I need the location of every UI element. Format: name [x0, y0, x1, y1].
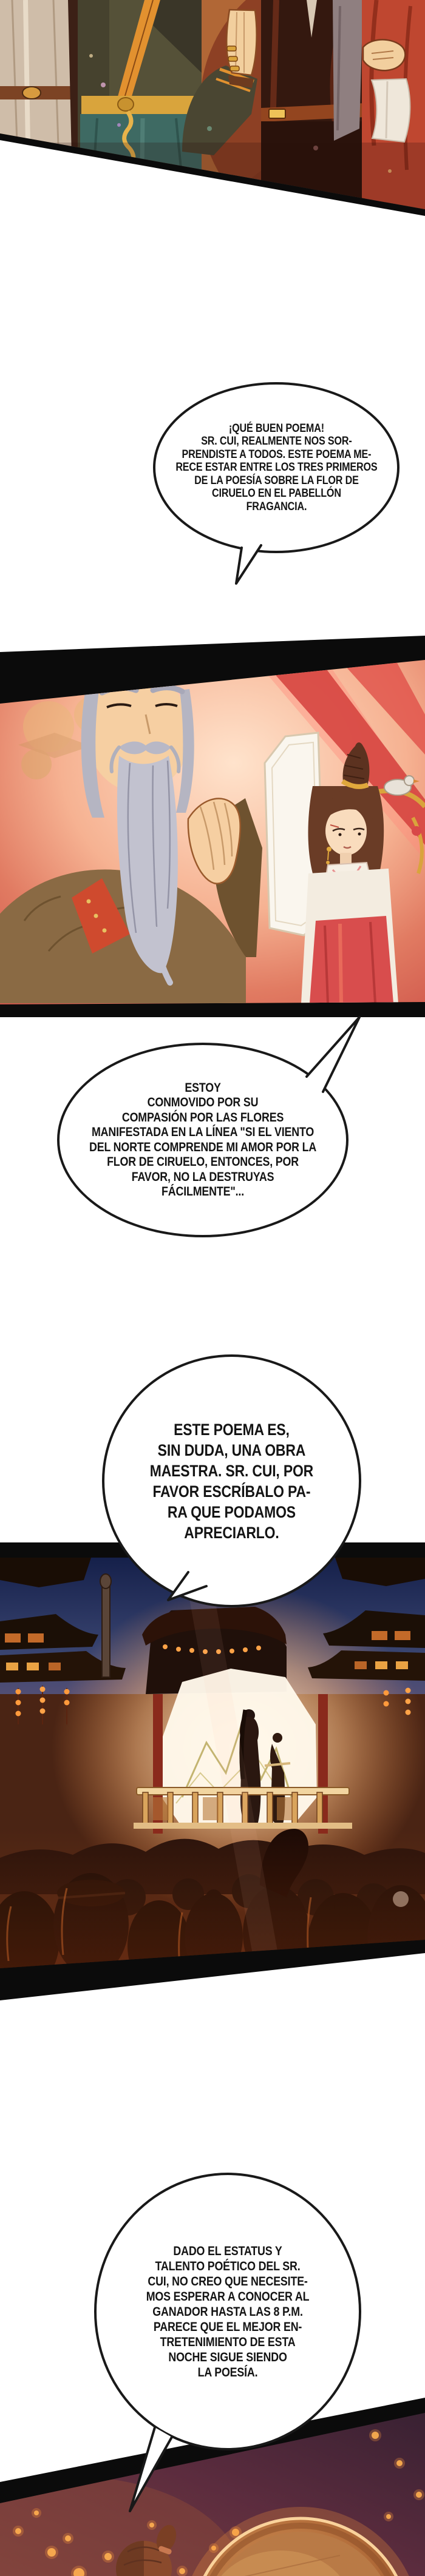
bubble-line: DADO EL ESTATUS Y: [173, 2244, 282, 2258]
speech-bubble-1-text: [175, 422, 377, 514]
speech-bubble-3-text: [150, 1419, 313, 1543]
bubble-line: PARECE QUE EL MEJOR EN-: [153, 2319, 302, 2334]
speech-bubble-4: [94, 2173, 361, 2450]
bubble-line: MOS ESPERAR A CONOCER AL: [146, 2289, 310, 2304]
bubble-line: CIRUELO EN EL PABELLÓN: [211, 487, 341, 500]
bubble-line: COMPASIÓN POR LAS FLORES: [121, 1110, 284, 1125]
bubble-line: TALENTO POÉTICO DEL SR.: [155, 2259, 301, 2273]
speech-bubble-3: [102, 1354, 361, 1607]
bubble-line: TRETENIMIENTO DE ESTA: [160, 2335, 296, 2349]
bubble-line: FÁCILMENTE"...: [161, 1185, 244, 1199]
bubble-line: SIN DUDA, UNA OBRA: [157, 1441, 306, 1459]
bubble-line: MAESTRA. SR. CUI, POR: [149, 1461, 314, 1480]
bubble-line: PRENDISTE A TODOS. ESTE POEMA ME-: [182, 448, 371, 461]
bubble-line: MANIFESTADA EN LA LÍNEA "SI EL VIENTO: [91, 1125, 314, 1139]
speech-bubble-4-text: [146, 2244, 310, 2380]
bubble-line: DE LA POESÍA SOBRE LA FLOR DE: [194, 474, 359, 487]
bubble-line: SR. CUI, REALMENTE NOS SOR-: [200, 435, 352, 448]
speech-bubble-1: [153, 382, 399, 553]
bubble-line: FRAGANCIA.: [246, 500, 307, 513]
panel-scholars-art: [0, 0, 425, 216]
lamp-post: [100, 1574, 111, 1677]
bubble-line: GANADOR HASTA LAS 8 P.M.: [152, 2304, 303, 2319]
bubble-line: CONMOVIDO POR SU: [147, 1095, 259, 1109]
bubble-line: DEL NORTE COMPRENDE MI AMOR POR LA: [89, 1140, 317, 1154]
speech-bubble-2-text: [89, 1081, 316, 1200]
bubble-line: RECE ESTAR ENTRE LOS TRES PRIMEROS: [175, 461, 378, 474]
panel-festival: [0, 1542, 425, 2000]
bubble-line: FAVOR, NO LA DESTRUYAS: [131, 1169, 274, 1184]
panel-elder-art: [0, 549, 425, 1018]
bubble-line: RA QUE PODAMOS: [167, 1502, 296, 1521]
panel-scholars: [0, 0, 425, 216]
bubble-line: ESTOY: [185, 1080, 221, 1095]
speech-bubble-2: [57, 1043, 348, 1237]
bubble-line: ESTE POEMA ES,: [174, 1420, 290, 1439]
bubble-line: FLOR DE CIRUELO, ENTONCES, POR: [107, 1155, 299, 1169]
scholar-beige: [0, 0, 83, 158]
bubble-line: NOCHE SIGUE SIENDO: [168, 2350, 287, 2364]
panel-festival-art: [0, 1558, 425, 2000]
panel-elder: [0, 533, 425, 1018]
scholar-olive: [78, 0, 257, 216]
red-blossom: [412, 826, 421, 836]
bubble-line: FAVOR ESCRÍBALO PA-: [152, 1482, 311, 1501]
bubble-line: LA POESÍA.: [197, 2365, 258, 2379]
bubble-line: ¡QUÉ BUEN POEMA!: [228, 422, 324, 435]
bubble-line: CUI, NO CREO QUE NECESITE-: [148, 2274, 308, 2288]
bubble-line: APRECIARLO.: [184, 1523, 279, 1542]
